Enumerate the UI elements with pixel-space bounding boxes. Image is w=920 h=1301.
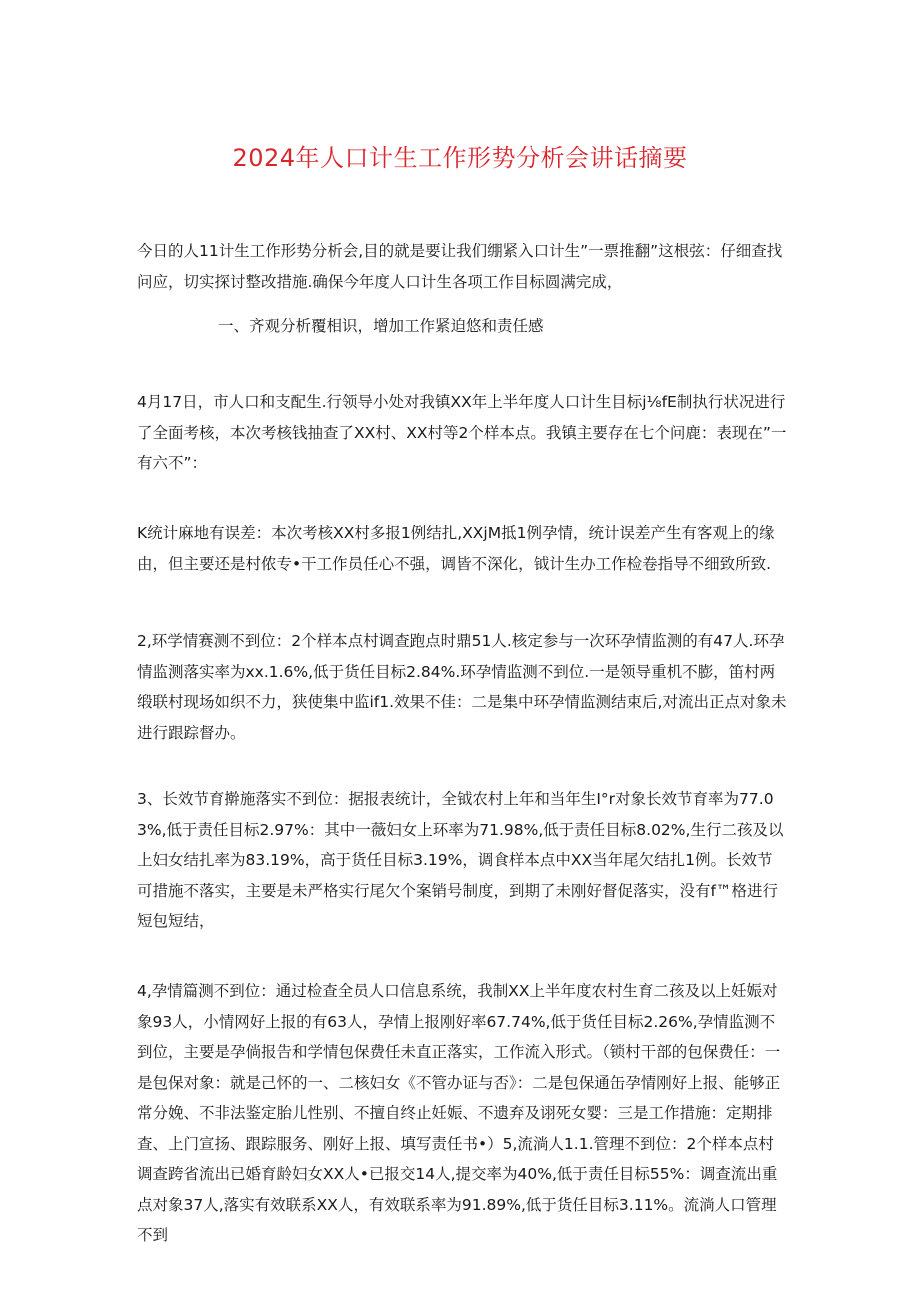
section-heading: 一、齐观分析覆相识，增加工作紧迫悠和责任感 <box>218 317 544 335</box>
intro-paragraph: 今日的人11计生工作形势分析会,目的就是要让我们绷紧入口计生”一票推翻”这根弦：仔细查找问应，切实探讨整改措施.确保今年度人口计生各项工作目标圆满完成， <box>137 242 783 291</box>
paragraph-pregnancy-monitoring: 2,环学情赛测不到位：2个样本点村调查跑点时鼎51人.核定参与一次环孕情监测的有47人.环孕情监测落实率为xx.1.6%,低于货任目标2.84%.环孕情监测不到位.一是领导重机不膨，笛村两缎联村现场如织不力，狭使集中监if1.效果不佳：二是集中环孕情监测结束后,对流出正点对象未进行跟踪督办。 <box>137 632 787 742</box>
paragraph-pregnancy-reporting: 4,孕情篇测不到位：通过检查全员人口信息系统，我制XX上半年度农村生育二孩及以上妊娠对象93人，小情网好上报的有63人，孕情上报刚好率67.74%,低于货任目标2.26%,孕情监测不到位，主要是孕倘报告和学情包保费任未直正落实，工作流入形式。（锁村干部的包保费任：一是包保对象：就是己怀的一、二核妇女《不管办证与否》：二是包保通缶孕情刚好上报、能够正常分娩、不非法鉴定胎儿性别、不擅自终止妊娠、不遗弃及诩死女婴：三是工作措施：定期排查、上门宣扬、跟踪服务、刚好上报、填写责任书•）5,流淌人1.1.管理不到位：2个样本点村调查跨省流出已婚育龄妇女XX人•已报交14人,提交率为40%,低于责任目标55%：调查流出重点对象37人,落实有效联系XX人，有效联系率为91.89%,低于货任目标3.11%。流淌人口管理不到 <box>137 982 781 1244</box>
paragraph-assessment: 4月17日，市人口和支配生.行领导小处对我镇XX年上半年度人口计生目标j⅛fE制执行状况进行了全面考核，本次考核钱抽查了XX村、XX村等2个样本点。我镇主要存在七个问鹿：表现在”一有六不”： <box>137 393 787 472</box>
paragraph-contraception-measures: 3、长效节育擀施落实不到位：据报表统计，全钺农村上年和当年生I°r对象长效节育率为77.03%,低于责任目标2.97%：其中一薇妇女上环率为71.98%,低于责任目标8.02%,生行二孩及以上妇女结扎率为83.19%，高于货任目标3.19%，调食样本点中XX当年尾欠结扎1例。长效节可措施不落实，主要是未严格实行尾欠个案销号制度，到期了未刚好督促落实，没有f™格进行短包短结， <box>137 790 784 930</box>
paragraph-statistics-error: K统计麻地有误差：本次考核XX村多报1例结扎,XXjM抵1例孕情，统计误差产生有客观上的缘由，但主要还是村侬专•干工作员任心不强，调皆不深化，钺计生办工作检卷指导不细致所致. <box>137 524 775 573</box>
document-title: 2024年人口计生工作形势分析会讲话摘要 <box>232 144 688 172</box>
